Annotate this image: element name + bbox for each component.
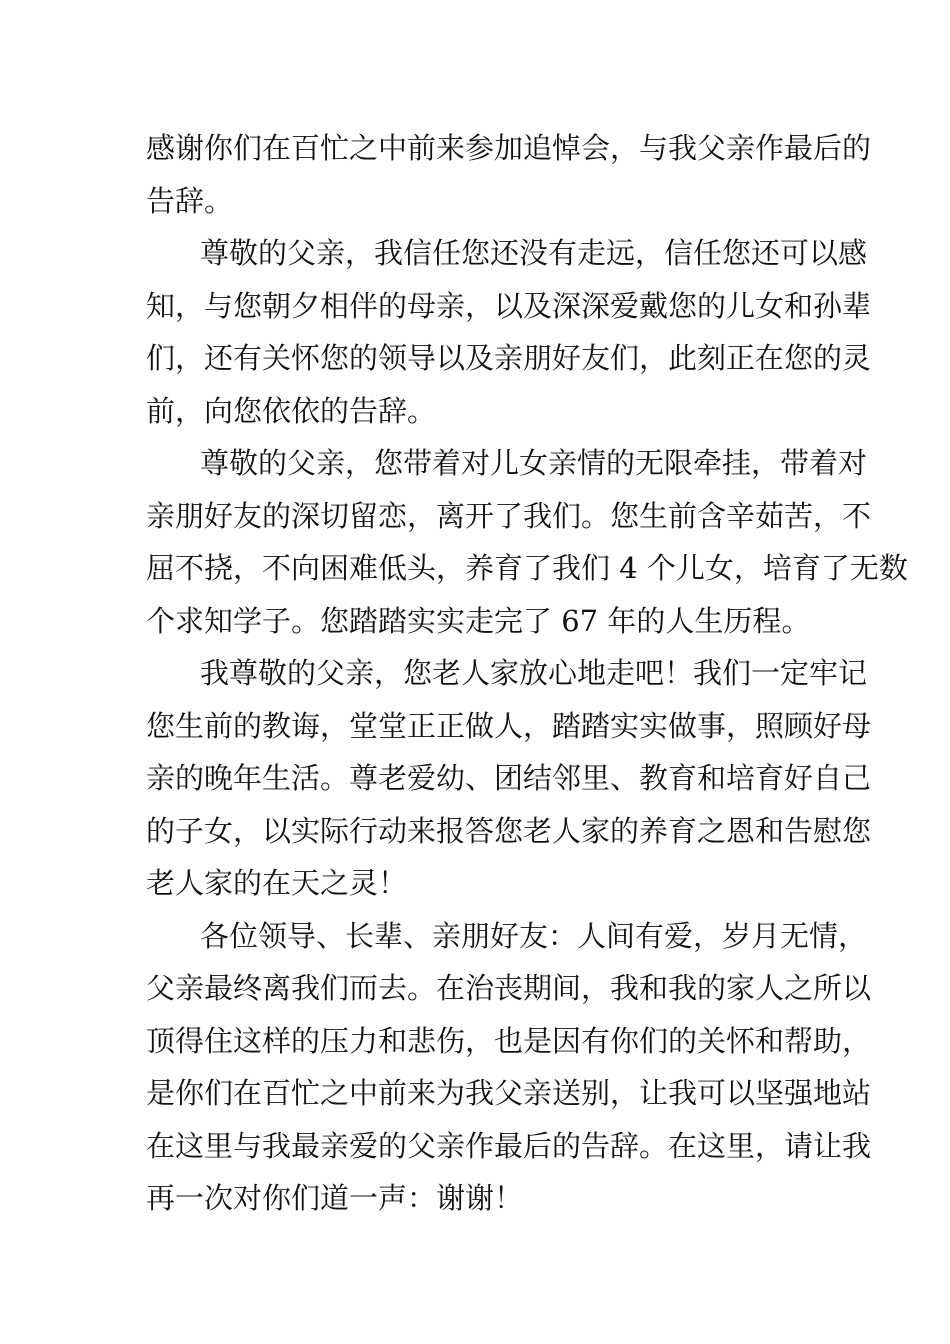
text-line: 个求知学子。您踏踏实实走完了 67 年的人生历程。 (146, 603, 811, 638)
text-line: 告辞。 (146, 183, 234, 218)
paragraph-3 (146, 437, 908, 647)
text-line: 亲朋好友的深切留恋，离开了我们。您生前含辛茹苦，不 (146, 498, 872, 533)
text-line: 我尊敬的父亲，您老人家放心地走吧！我们一定牢记 (200, 656, 868, 690)
document-body (146, 122, 908, 1225)
paragraph-1 (146, 122, 872, 227)
paragraph-5 (146, 910, 872, 1225)
text-line: 再一次对你们道一声：谢谢！ (146, 1181, 524, 1215)
text-line: 屈不挠，不向困难低头，养育了我们 4 个儿女，培育了无数 (146, 551, 908, 585)
text-line: 顶得住这样的压力和悲伤，也是因有你们的关怀和帮助， (146, 1023, 872, 1058)
text-line: 尊敬的父亲，您带着对儿女亲情的无限牵挂，带着对 (200, 446, 868, 480)
text-line: 亲的晚年生活。尊老爱幼、团结邻里、教育和培育好自己 (146, 761, 872, 795)
text-line: 的子女，以实际行动来报答您老人家的养育之恩和告慰您 (146, 813, 872, 848)
text-line: 感谢你们在百忙之中前来参加追悼会，与我父亲作最后的 (146, 131, 872, 165)
text-line: 知，与您朝夕相伴的母亲，以及深深爱戴您的儿女和孙辈 (146, 288, 872, 323)
text-line: 各位领导、长辈、亲朋好友：人间有爱，岁月无情， (200, 918, 868, 953)
text-line: 是你们在百忙之中前来为我父亲送别，让我可以坚强地站 (146, 1076, 872, 1110)
text-line: 们，还有关怀您的领导以及亲朋好友们，此刻正在您的灵 (146, 341, 872, 375)
text-line: 老人家的在天之灵！ (146, 866, 408, 900)
text-line: 在这里与我最亲爱的父亲作最后的告辞。在这里，请让我 (146, 1128, 872, 1163)
text-line: 父亲最终离我们而去。在治丧期间，我和我的家人之所以 (146, 971, 872, 1005)
text-line: 尊敬的父亲，我信任您还没有走远，信任您还可以感 (200, 236, 868, 270)
text-line: 您生前的教诲，堂堂正正做人，踏踏实实做事，照顾好母 (146, 708, 872, 743)
paragraph-4 (146, 647, 872, 910)
text-line: 前，向您依依的告辞。 (146, 393, 437, 428)
paragraph-2 (146, 227, 872, 437)
